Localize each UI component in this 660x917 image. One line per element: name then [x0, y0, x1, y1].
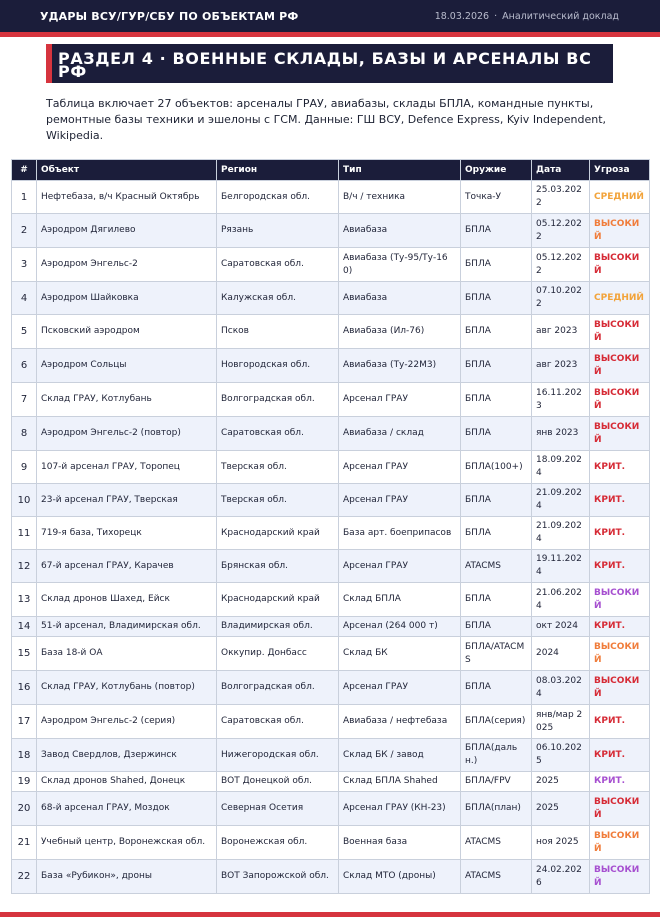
cell-date: 08.03.2024	[532, 671, 590, 705]
col-header-object: Объект	[37, 160, 217, 181]
cell-threat: ВЫСОКИЙ	[590, 860, 650, 894]
cell-object: 51-й арсенал, Владимирская обл.	[37, 617, 217, 637]
cell-weapon: БПЛА	[461, 517, 532, 550]
cell-date: 05.12.2022	[532, 248, 590, 282]
cell-weapon: БПЛА	[461, 617, 532, 637]
cell-threat: КРИТ.	[590, 451, 650, 484]
cell-type: База арт. боеприпасов	[339, 517, 461, 550]
cell-region: Тверская обл.	[217, 484, 339, 517]
cell-type: Авиабаза (Ил-76)	[339, 315, 461, 349]
cell-region: Воронежская обл.	[217, 826, 339, 860]
cell-number: 20	[12, 792, 37, 826]
cell-object: Аэродром Дягилево	[37, 214, 217, 248]
table-row	[12, 792, 650, 826]
cell-threat: ВЫСОКИЙ	[590, 792, 650, 826]
table-row	[12, 517, 650, 550]
table-row	[12, 383, 650, 417]
cell-weapon: БПЛА(план)	[461, 792, 532, 826]
cell-date: 2025	[532, 772, 590, 792]
cell-weapon: Точка-У	[461, 181, 532, 214]
cell-number: 12	[12, 550, 37, 583]
cell-type: Авиабаза / склад	[339, 417, 461, 451]
cell-region: ВОТ Донецкой обл.	[217, 772, 339, 792]
cell-number: 17	[12, 705, 37, 739]
section-title: РАЗДЕЛ 4 · ВОЕННЫЕ СКЛАДЫ, БАЗЫ И АРСЕНАЛЫ ВС РФ	[58, 49, 592, 81]
cell-region: Тверская обл.	[217, 451, 339, 484]
table-row	[12, 739, 650, 772]
table-row	[12, 315, 650, 349]
cell-threat: ВЫСОКИЙ	[590, 349, 650, 383]
cell-type: Арсенал ГРАУ	[339, 484, 461, 517]
col-header-threat: Угроза	[590, 160, 650, 181]
cell-weapon: БПЛА	[461, 671, 532, 705]
cell-type: Склад БПЛА	[339, 583, 461, 617]
cell-region: Владимирская обл.	[217, 617, 339, 637]
cell-region: Калужская обл.	[217, 282, 339, 315]
cell-region: Саратовская обл.	[217, 417, 339, 451]
cell-object: Склад дронов Shahed, Донецк	[37, 772, 217, 792]
table-row	[12, 484, 650, 517]
cell-date: 2025	[532, 792, 590, 826]
cell-threat: КРИТ.	[590, 772, 650, 792]
table-row	[12, 826, 650, 860]
cell-object: Аэродром Энгельс-2 (повтор)	[37, 417, 217, 451]
cell-number: 1	[12, 181, 37, 214]
cell-weapon: БПЛА	[461, 248, 532, 282]
cell-date: 21.09.2024	[532, 517, 590, 550]
cell-number: 15	[12, 637, 37, 671]
cell-type: В/ч / техника	[339, 181, 461, 214]
cell-number: 18	[12, 739, 37, 772]
cell-weapon: БПЛА/ATACMS	[461, 637, 532, 671]
cell-number: 19	[12, 772, 37, 792]
cell-region: Саратовская обл.	[217, 248, 339, 282]
cell-weapon: ATACMS	[461, 826, 532, 860]
cell-type: Арсенал ГРАУ (КН-23)	[339, 792, 461, 826]
cell-number: 9	[12, 451, 37, 484]
col-header-date: Дата	[532, 160, 590, 181]
cell-number: 8	[12, 417, 37, 451]
report-brand-title: УДАРЫ ВСУ/ГУР/СБУ ПО ОБЪЕКТАМ РФ	[40, 10, 299, 23]
cell-threat: СРЕДНИЙ	[590, 282, 650, 315]
cell-object: Аэродром Энгельс-2	[37, 248, 217, 282]
cell-number: 21	[12, 826, 37, 860]
report-date: 18.03.2026	[434, 11, 490, 22]
cell-type: Арсенал ГРАУ	[339, 383, 461, 417]
cell-weapon: БПЛА	[461, 583, 532, 617]
cell-threat: ВЫСОКИЙ	[590, 583, 650, 617]
cell-number: 10	[12, 484, 37, 517]
cell-number: 22	[12, 860, 37, 894]
cell-object: Псковский аэродром	[37, 315, 217, 349]
cell-object: Склад дронов Шахед, Ейск	[37, 583, 217, 617]
col-header-number: #	[12, 160, 37, 181]
cell-object: База «Рубикон», дроны	[37, 860, 217, 894]
cell-region: Нижегородская обл.	[217, 739, 339, 772]
report-meta	[435, 11, 619, 22]
cell-threat: КРИТ.	[590, 484, 650, 517]
table-row	[12, 705, 650, 739]
cell-date: ноя 2025	[532, 826, 590, 860]
cell-type: Авиабаза	[339, 282, 461, 315]
cell-threat: ВЫСОКИЙ	[590, 671, 650, 705]
table-row	[12, 860, 650, 894]
cell-number: 13	[12, 583, 37, 617]
cell-type: Авиабаза (Ту-95/Ту-160)	[339, 248, 461, 282]
table-row	[12, 617, 650, 637]
cell-date: 21.09.2024	[532, 484, 590, 517]
cell-threat: КРИТ.	[590, 705, 650, 739]
cell-date: 21.06.2024	[532, 583, 590, 617]
cell-threat: КРИТ.	[590, 550, 650, 583]
cell-type: Склад БК / завод	[339, 739, 461, 772]
cell-object: База 18-й ОА	[37, 637, 217, 671]
cell-date: 16.11.2023	[532, 383, 590, 417]
table-row	[12, 550, 650, 583]
cell-threat: ВЫСОКИЙ	[590, 637, 650, 671]
cell-weapon: БПЛА	[461, 315, 532, 349]
cell-date: авг 2023	[532, 315, 590, 349]
cell-number: 2	[12, 214, 37, 248]
cell-region: Краснодарский край	[217, 517, 339, 550]
cell-region: Псков	[217, 315, 339, 349]
cell-object: 719-я база, Тихорецк	[37, 517, 217, 550]
cell-threat: ВЫСОКИЙ	[590, 383, 650, 417]
cell-type: Авиабаза / нефтебаза	[339, 705, 461, 739]
table-row	[12, 349, 650, 383]
cell-type: Арсенал (264 000 т)	[339, 617, 461, 637]
cell-date: 2024	[532, 637, 590, 671]
cell-threat: ВЫСОКИЙ	[590, 826, 650, 860]
cell-date: янв/мар 2025	[532, 705, 590, 739]
cell-threat: ВЫСОКИЙ	[590, 214, 650, 248]
objects-table	[11, 159, 650, 894]
cell-weapon: БПЛА	[461, 383, 532, 417]
cell-region: Саратовская обл.	[217, 705, 339, 739]
cell-type: Авиабаза (Ту-22М3)	[339, 349, 461, 383]
bottom-accent-bar	[0, 912, 660, 917]
table-row	[12, 248, 650, 282]
table-row	[12, 282, 650, 315]
cell-number: 6	[12, 349, 37, 383]
intro-paragraph: Таблица включает 27 объектов: арсеналы ГРАУ, авиабазы, склады БПЛА, командные пункты, ремонтные базы техники и эшелоны с ГСМ. Данные: ГШ ВСУ, Defence Express, Kyiv Independent, Wikipedia.	[46, 97, 607, 142]
cell-date: 06.10.2025	[532, 739, 590, 772]
cell-date: 24.02.2026	[532, 860, 590, 894]
cell-number: 11	[12, 517, 37, 550]
cell-weapon: БПЛА	[461, 349, 532, 383]
cell-date: 25.03.2022	[532, 181, 590, 214]
col-header-type: Тип	[339, 160, 461, 181]
cell-object: Склад ГРАУ, Котлубань	[37, 383, 217, 417]
cell-threat: СРЕДНИЙ	[590, 181, 650, 214]
cell-region: Белгородская обл.	[217, 181, 339, 214]
cell-date: авг 2023	[532, 349, 590, 383]
cell-region: Волгоградская обл.	[217, 383, 339, 417]
cell-object: 23-й арсенал ГРАУ, Тверская	[37, 484, 217, 517]
cell-region: Рязань	[217, 214, 339, 248]
cell-region: Волгоградская обл.	[217, 671, 339, 705]
cell-number: 7	[12, 383, 37, 417]
col-header-region: Регион	[217, 160, 339, 181]
cell-date: 18.09.2024	[532, 451, 590, 484]
cell-type: Арсенал ГРАУ	[339, 671, 461, 705]
cell-threat: КРИТ.	[590, 617, 650, 637]
cell-type: Склад БПЛА Shahed	[339, 772, 461, 792]
cell-object: 107-й арсенал ГРАУ, Торопец	[37, 451, 217, 484]
table-row	[12, 772, 650, 792]
cell-weapon: БПЛА(серия)	[461, 705, 532, 739]
cell-region: Брянская обл.	[217, 550, 339, 583]
cell-threat: ВЫСОКИЙ	[590, 417, 650, 451]
cell-type: Склад МТО (дроны)	[339, 860, 461, 894]
table-row	[12, 214, 650, 248]
table-row	[12, 671, 650, 705]
cell-object: 67-й арсенал ГРАУ, Карачев	[37, 550, 217, 583]
cell-weapon: БПЛА/FPV	[461, 772, 532, 792]
meta-separator: ·	[494, 11, 498, 22]
cell-threat: ВЫСОКИЙ	[590, 248, 650, 282]
cell-type: Арсенал ГРАУ	[339, 550, 461, 583]
cell-type: Авиабаза	[339, 214, 461, 248]
cell-number: 5	[12, 315, 37, 349]
report-type: Аналитический доклад	[502, 11, 619, 22]
cell-weapon: БПЛА(дальн.)	[461, 739, 532, 772]
cell-region: Новгородская обл.	[217, 349, 339, 383]
cell-object: Аэродром Сольцы	[37, 349, 217, 383]
cell-number: 16	[12, 671, 37, 705]
cell-date: янв 2023	[532, 417, 590, 451]
cell-object: Склад ГРАУ, Котлубань (повтор)	[37, 671, 217, 705]
cell-date: 05.12.2022	[532, 214, 590, 248]
cell-date: 19.11.2024	[532, 550, 590, 583]
cell-weapon: БПЛА	[461, 484, 532, 517]
table-row	[12, 417, 650, 451]
cell-threat: ВЫСОКИЙ	[590, 315, 650, 349]
cell-date: 07.10.2022	[532, 282, 590, 315]
table-body	[12, 181, 650, 894]
table-row	[12, 181, 650, 214]
col-header-weapon: Оружие	[461, 160, 532, 181]
cell-weapon: БПЛА(100+)	[461, 451, 532, 484]
cell-type: Склад БК	[339, 637, 461, 671]
cell-region: Северная Осетия	[217, 792, 339, 826]
cell-object: Аэродром Энгельс-2 (серия)	[37, 705, 217, 739]
cell-object: Завод Свердлов, Дзержинск	[37, 739, 217, 772]
cell-threat: КРИТ.	[590, 739, 650, 772]
cell-object: Нефтебаза, в/ч Красный Октябрь	[37, 181, 217, 214]
cell-number: 4	[12, 282, 37, 315]
cell-weapon: БПЛА	[461, 214, 532, 248]
top-header-bar	[0, 0, 660, 37]
table-row	[12, 451, 650, 484]
section-heading	[46, 44, 613, 83]
cell-type: Арсенал ГРАУ	[339, 451, 461, 484]
cell-weapon: БПЛА	[461, 417, 532, 451]
cell-region: Краснодарский край	[217, 583, 339, 617]
cell-object: Учебный центр, Воронежская обл.	[37, 826, 217, 860]
cell-number: 14	[12, 617, 37, 637]
table-row	[12, 583, 650, 617]
cell-weapon: БПЛА	[461, 282, 532, 315]
cell-object: Аэродром Шайковка	[37, 282, 217, 315]
table-row	[12, 637, 650, 671]
cell-type: Военная база	[339, 826, 461, 860]
cell-object: 68-й арсенал ГРАУ, Моздок	[37, 792, 217, 826]
cell-weapon: ATACMS	[461, 860, 532, 894]
table-header-row	[12, 160, 650, 181]
cell-weapon: ATACMS	[461, 550, 532, 583]
cell-number: 3	[12, 248, 37, 282]
cell-region: Оккупир. Донбасс	[217, 637, 339, 671]
cell-date: окт 2024	[532, 617, 590, 637]
cell-threat: КРИТ.	[590, 517, 650, 550]
cell-region: ВОТ Запорожской обл.	[217, 860, 339, 894]
